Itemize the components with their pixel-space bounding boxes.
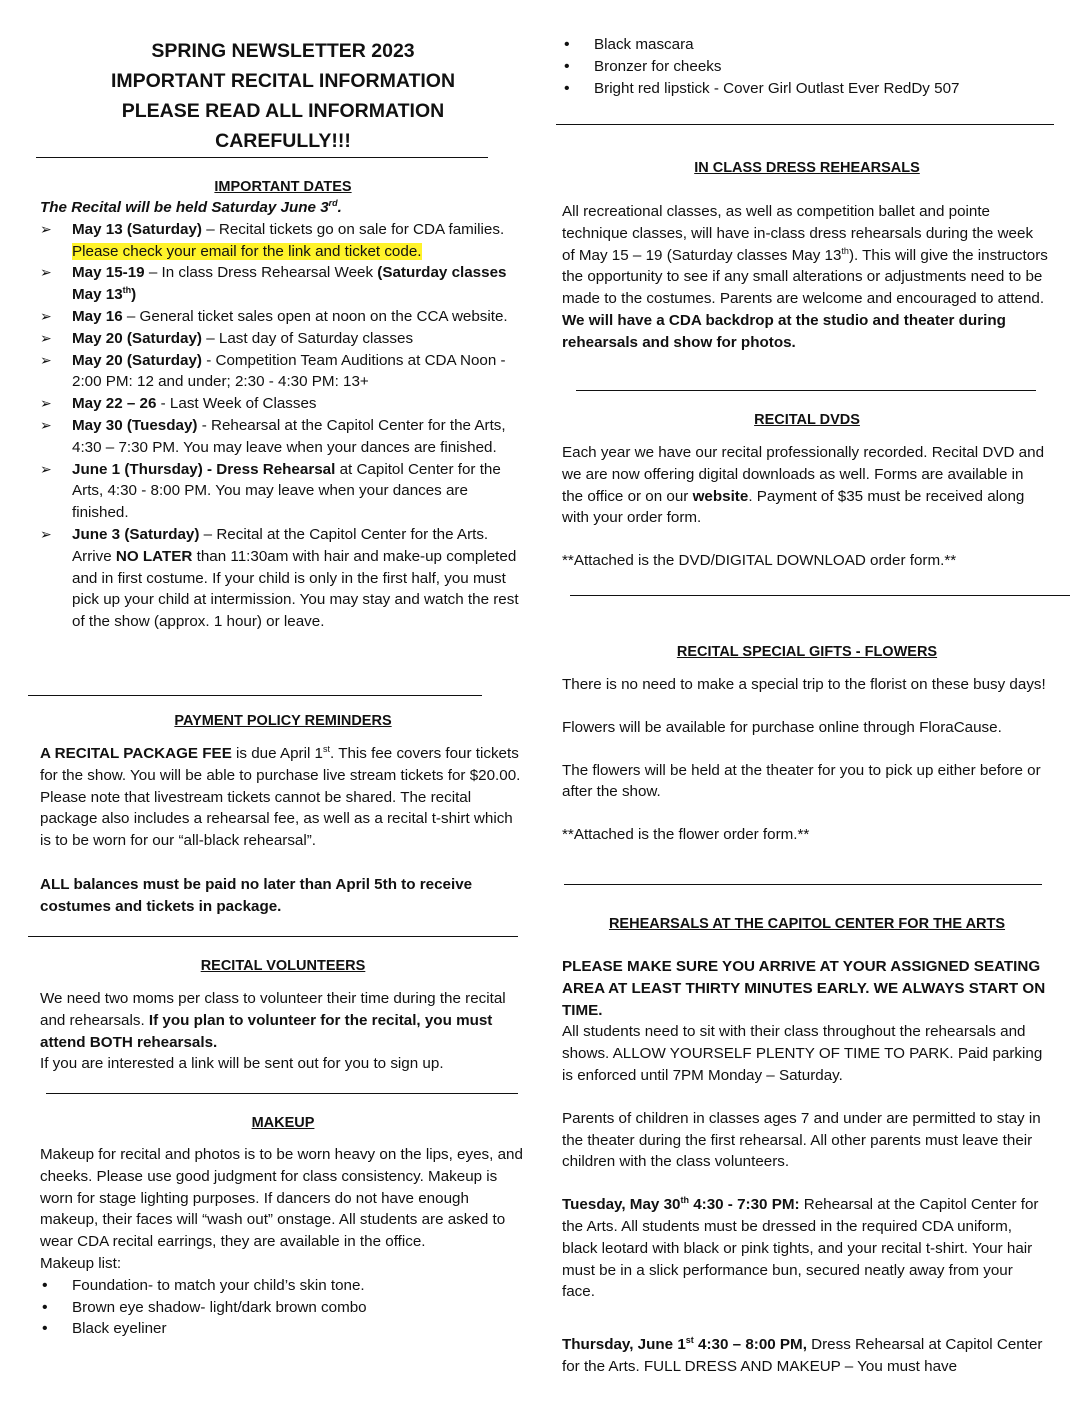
- title-line-1: SPRING NEWSLETTER 2023: [151, 40, 415, 62]
- list-item: ➢ May 20 (Saturday) - Competition Team Auditions at CDA Noon - 2:00 PM: 12 and under; 2:30 - 4:30 PM: 13+: [40, 350, 526, 394]
- dvd-order-form-note: **Attached is the DVD/DIGITAL DOWNLOAD order form.**: [562, 552, 957, 570]
- makeup-list: [40, 1275, 526, 1340]
- divider: [46, 1093, 518, 1094]
- divider: [556, 124, 1054, 125]
- list-item: ➢ June 1 (Thursday) - Dress Rehearsal at Capitol Center for the Arts, 4:30 - 8:00 PM. You may leave when your dances are finished.: [40, 459, 526, 524]
- dates-list: [40, 219, 526, 633]
- flowers-paragraph-2: Flowers will be available for purchase online through FloraCause.: [562, 718, 1002, 736]
- tuesday-rehearsal: Tuesday, May 30th 4:30 - 7:30 PM: Rehearsal at the Capitol Center for the Arts. All students must be dressed in the required CDA uniform, black leotard with black or pink tights, and your recital t-shirt. Your hair must be in a slick performance bun, secured neatly away from your face.: [562, 1195, 1039, 1301]
- list-item: ➢ May 15-19 – In class Dress Rehearsal Week (Saturday classes May 13th): [40, 262, 526, 306]
- important-dates-section: [40, 197, 526, 633]
- divider: [564, 884, 1042, 885]
- list-item: • Bright red lipstick - Cover Girl Outlast Ever RedDy 507: [562, 78, 1048, 100]
- divider: [570, 595, 1070, 596]
- volunteers-section: [40, 988, 526, 1075]
- cca-paragraph-3: Parents of children in classes ages 7 and under are permitted to stay in the theater during the first rehearsal. All other parents must leave their children with the class volunteers.: [562, 1109, 1041, 1171]
- balances-note: ALL balances must be paid no later than April 5th to receive costumes and tickets in package.: [40, 875, 473, 915]
- list-item: ➢ May 30 (Tuesday) - Rehearsal at the Capitol Center for the Arts, 4:30 – 7:30 PM. You may leave when your dances are finished.: [40, 415, 526, 459]
- title-line-2: IMPORTANT RECITAL INFORMATION: [110, 70, 456, 92]
- volunteers-signup-note: If you are interested a link will be sent out for you to sign up.: [40, 1055, 444, 1073]
- thursday-rehearsal: Thursday, June 1st 4:30 – 8:00 PM, Dress Rehearsal at Capitol Center for the Arts. FULL DRESS AND MAKEUP – You must have: [562, 1335, 1043, 1375]
- list-item: ➢ May 16 – General ticket sales open at noon on the CCA website.: [40, 306, 526, 328]
- dvds-section: [562, 442, 1048, 572]
- volunteers-heading: RECITAL VOLUNTEERS: [200, 958, 366, 974]
- title-line-4: CAREFULLY!!!: [215, 130, 351, 152]
- list-item: • Brown eye shadow- light/dark brown combo: [40, 1297, 526, 1319]
- cca-rehearsals-heading: REHEARSALS AT THE CAPITOL CENTER FOR THE ARTS: [608, 916, 1006, 932]
- dress-rehearsals-paragraph: All recreational classes, as well as competition ballet and pointe technique classes, will have in-class dress rehearsals during the week of May 15 – 19 (Saturday classes May 13th). This will give the instructors the opportunity to see if any small alterations or adjustments need to be made to the costumes. Parents are welcome and encouraged to attend.: [562, 203, 1048, 308]
- makeup-list-continued: [562, 34, 1048, 99]
- volunteers-paragraph: We need two moms per class to volunteer their time during the recital and rehearsals. If you plan to volunteer for the recital, you must attend BOTH rehearsals.: [40, 990, 506, 1051]
- divider: [28, 936, 518, 937]
- cca-paragraph-2: All students need to sit with their class throughout the rehearsals and shows. ALLOW YOURSELF PLENTY OF TIME TO PARK. Paid parking is enforced until 7PM Monday – Saturday.: [562, 1023, 1043, 1084]
- list-item: ➢ June 3 (Saturday) – Recital at the Capitol Center for the Arts. Arrive NO LATER than 11:30am with hair and make-up completed and in first costume. If your child is only in the first half, you must pick up your child at intermission. You may stay and watch the rest of the show (approx. 1 hour) or leave.: [40, 524, 526, 633]
- flowers-paragraph-1: There is no need to make a special trip to the florist on these busy days!: [562, 676, 1046, 693]
- list-item: • Black eyeliner: [40, 1318, 526, 1340]
- cca-rehearsals-section: [562, 956, 1048, 1378]
- dvds-paragraph: Each year we have our recital professionally recorded. Recital DVD and we are now offering digital downloads as well. Forms are available in the office or on our website. Payment of $35 must be received along with your order form.: [562, 444, 1045, 527]
- list-item: ➢ May 22 – 26 - Last Week of Classes: [40, 393, 526, 415]
- flowers-heading: RECITAL SPECIAL GIFTS - FLOWERS: [676, 644, 938, 660]
- list-item: ➢ May 13 (Saturday) – Recital tickets go on sale for CDA families. Please check your email for the link and ticket code.: [40, 219, 526, 263]
- makeup-paragraph: Makeup for recital and photos is to be worn heavy on the lips, eyes, and cheeks. Please use good judgment for class consistency. Makeup is worn for stage lighting purposes. If dancers do not have enough makeup, their faces will “wash out” onstage. All students are asked to wear CDA recital earrings, they are available in the office.: [40, 1146, 523, 1251]
- payment-heading: PAYMENT POLICY REMINDERS: [174, 713, 392, 729]
- dvds-heading: RECITAL DVDS: [754, 412, 860, 428]
- makeup-list-label: Makeup list:: [40, 1254, 122, 1272]
- divider: [36, 157, 488, 158]
- title-line-3: PLEASE READ ALL INFORMATION: [121, 100, 445, 122]
- makeup-section: [40, 1144, 526, 1340]
- newsletter-title: [60, 36, 506, 156]
- divider: [576, 390, 1036, 391]
- divider: [28, 695, 482, 696]
- arrival-notice: PLEASE MAKE SURE YOU ARRIVE AT YOUR ASSIGNED SEATING AREA AT LEAST THIRTY MINUTES EARLY. WE ALWAYS START ON TIME.: [562, 958, 1046, 1019]
- flowers-paragraph-3: The flowers will be held at the theater for you to pick up either before or after the show.: [562, 761, 1041, 801]
- important-dates-heading: IMPORTANT DATES: [214, 179, 352, 195]
- makeup-heading: MAKEUP: [251, 1115, 315, 1131]
- payment-section: [40, 743, 526, 918]
- backdrop-note: We will have a CDA backdrop at the studio and theater during rehearsals and show for photos.: [562, 311, 1006, 351]
- payment-paragraph: A RECITAL PACKAGE FEE is due April 1st. This fee covers four tickets for the show. You will be able to purchase live stream tickets for $20.00. Please note that livestream tickets cannot be shared. The recital package also includes a rehearsal fee, as well as a recital t-shirt which is to be worn for our “all-black rehearsal”.: [40, 743, 521, 850]
- dress-rehearsals-section: [562, 201, 1048, 354]
- list-item: • Foundation- to match your child’s skin tone.: [40, 1275, 526, 1297]
- flowers-section: [562, 674, 1048, 846]
- list-item: • Bronzer for cheeks: [562, 56, 1048, 78]
- list-item: ➢ May 20 (Saturday) – Last day of Saturday classes: [40, 328, 526, 350]
- highlighted-note: Please check your email for the link and ticket code.: [72, 242, 422, 260]
- flower-order-form-note: **Attached is the flower order form.**: [562, 826, 810, 844]
- recital-date-intro: The Recital will be held Saturday June 3rd.: [40, 197, 342, 216]
- dress-rehearsals-heading: IN CLASS DRESS REHEARSALS: [694, 160, 920, 176]
- makeup-list-right: [562, 34, 1048, 99]
- list-item: • Black mascara: [562, 34, 1048, 56]
